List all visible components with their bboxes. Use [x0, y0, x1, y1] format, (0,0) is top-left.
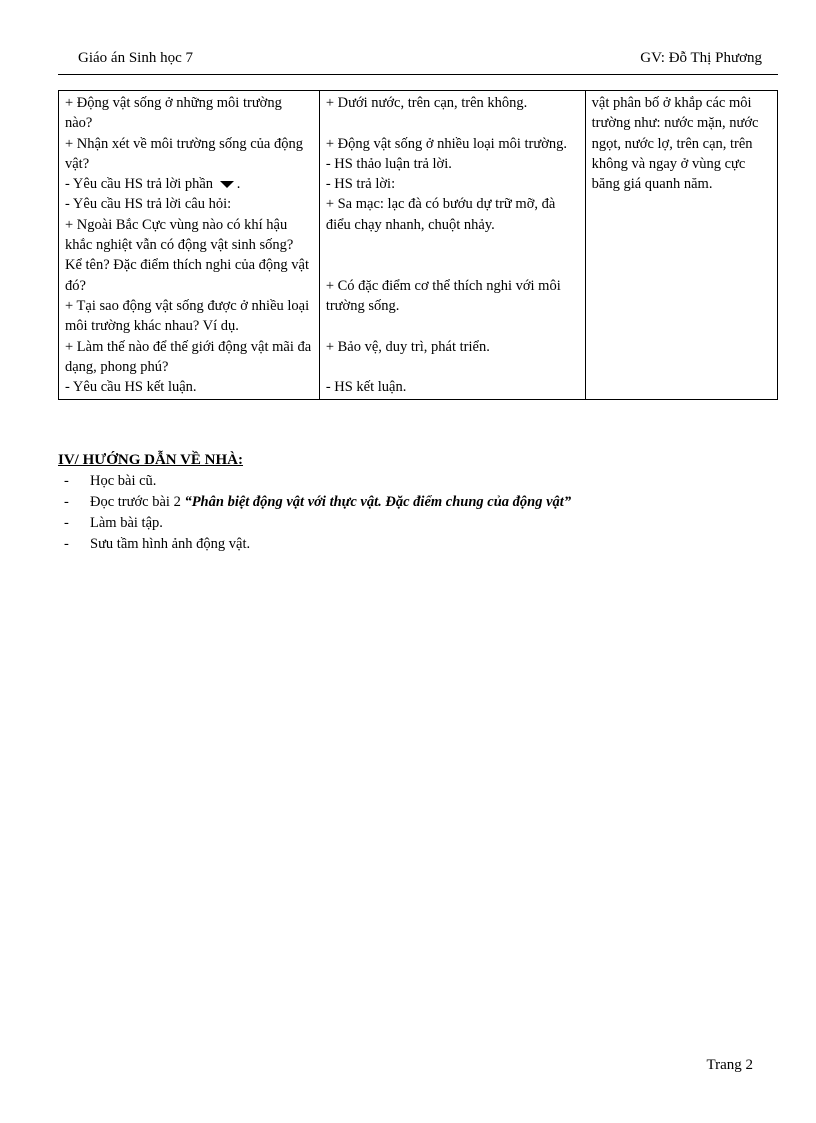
dash-bullet: -	[64, 536, 69, 552]
blank-line	[326, 255, 579, 275]
table-row	[59, 91, 778, 400]
list-item: - HS thảo luận trả lời.	[325, 155, 452, 172]
list-item-text: Học bài cũ.	[90, 473, 157, 489]
blank-line	[326, 113, 579, 133]
page-number: Trang 2	[706, 1057, 753, 1073]
list-item	[65, 174, 313, 194]
dash-bullet: -	[64, 494, 69, 510]
dash-bullet: -	[64, 515, 69, 531]
list-item	[58, 534, 778, 555]
list-item	[58, 471, 778, 492]
teacher-activity-cell	[59, 91, 320, 400]
list-item: + Sa mạc: lạc đà có bướu dự trữ mỡ, đà điểu chạy nhanh, chuột nhảy.	[325, 196, 559, 233]
list-item: - Yêu cầu HS trả lời câu hỏi:	[65, 196, 232, 213]
list-item: - Yêu cầu HS kết luận.	[65, 379, 197, 396]
lesson-title-emphasis: “Phân biệt động vật với thực vật. Đặc điểm chung của động vật”	[184, 494, 572, 510]
list-item: + Tại sao động vật sống được ở nhiều loại môi trường khác nhau? Ví dụ.	[65, 297, 313, 335]
header-teacher: GV: Đỗ Thị Phương	[640, 50, 762, 66]
list-item-suffix: .	[236, 176, 241, 193]
triangle-down-icon	[220, 181, 234, 188]
list-item-text: Làm bài tập.	[90, 515, 163, 531]
list-item	[58, 492, 778, 513]
blank-line	[326, 235, 579, 255]
header-subject: Giáo án Sinh học 7	[78, 50, 193, 66]
list-item: + Động vật sống ở những môi trường nào?	[65, 95, 286, 132]
homework-section	[58, 452, 778, 555]
blank-line	[326, 357, 579, 377]
list-item: - HS kết luận.	[325, 379, 407, 396]
content-cell	[585, 91, 777, 400]
list-item-text: - Yêu cầu HS trả lời phần	[65, 176, 214, 193]
list-item-text: Đọc trước bài 2	[90, 494, 185, 510]
blank-line	[326, 316, 579, 336]
student-activity-cell	[319, 91, 585, 400]
lesson-table	[58, 90, 778, 400]
list-item: + Ngoài Bắc Cực vùng nào có khí hậu khắc nghiệt vẫn có động vật sinh sống? Kể tên? Đặc điểm thích nghi của động vật đó?	[65, 216, 313, 294]
list-item	[58, 513, 778, 534]
list-item-text: Sưu tầm hình ảnh động vật.	[90, 536, 251, 552]
header-divider	[58, 74, 778, 75]
section-title: IV/ HƯỚNG DẪN VỀ NHÀ:	[58, 452, 244, 468]
list-item: + Động vật sống ở nhiều loại môi trường.	[325, 135, 568, 152]
list-item: + Bảo vệ, duy trì, phát triển.	[325, 338, 490, 355]
list-item: - HS trả lời:	[325, 176, 396, 193]
list-item: + Nhận xét về môi trường sống của động vật?	[65, 135, 307, 172]
list-item: + Dưới nước, trên cạn, trên không.	[325, 95, 528, 111]
list-item: + Làm thế nào để thế giới động vật mãi đa dạng, phong phú?	[65, 338, 315, 375]
dash-bullet: -	[64, 473, 69, 489]
list-item: + Có đặc điểm cơ thể thích nghi với môi trường sống.	[325, 277, 565, 314]
homework-list	[58, 471, 778, 555]
page-header	[78, 50, 762, 72]
content-text: vật phân bố ở khắp các môi trường như: nước mặn, nước ngọt, nước lợ, trên cạn, trên không và ngay ở vùng cực băng giá quanh năm.	[591, 95, 763, 193]
